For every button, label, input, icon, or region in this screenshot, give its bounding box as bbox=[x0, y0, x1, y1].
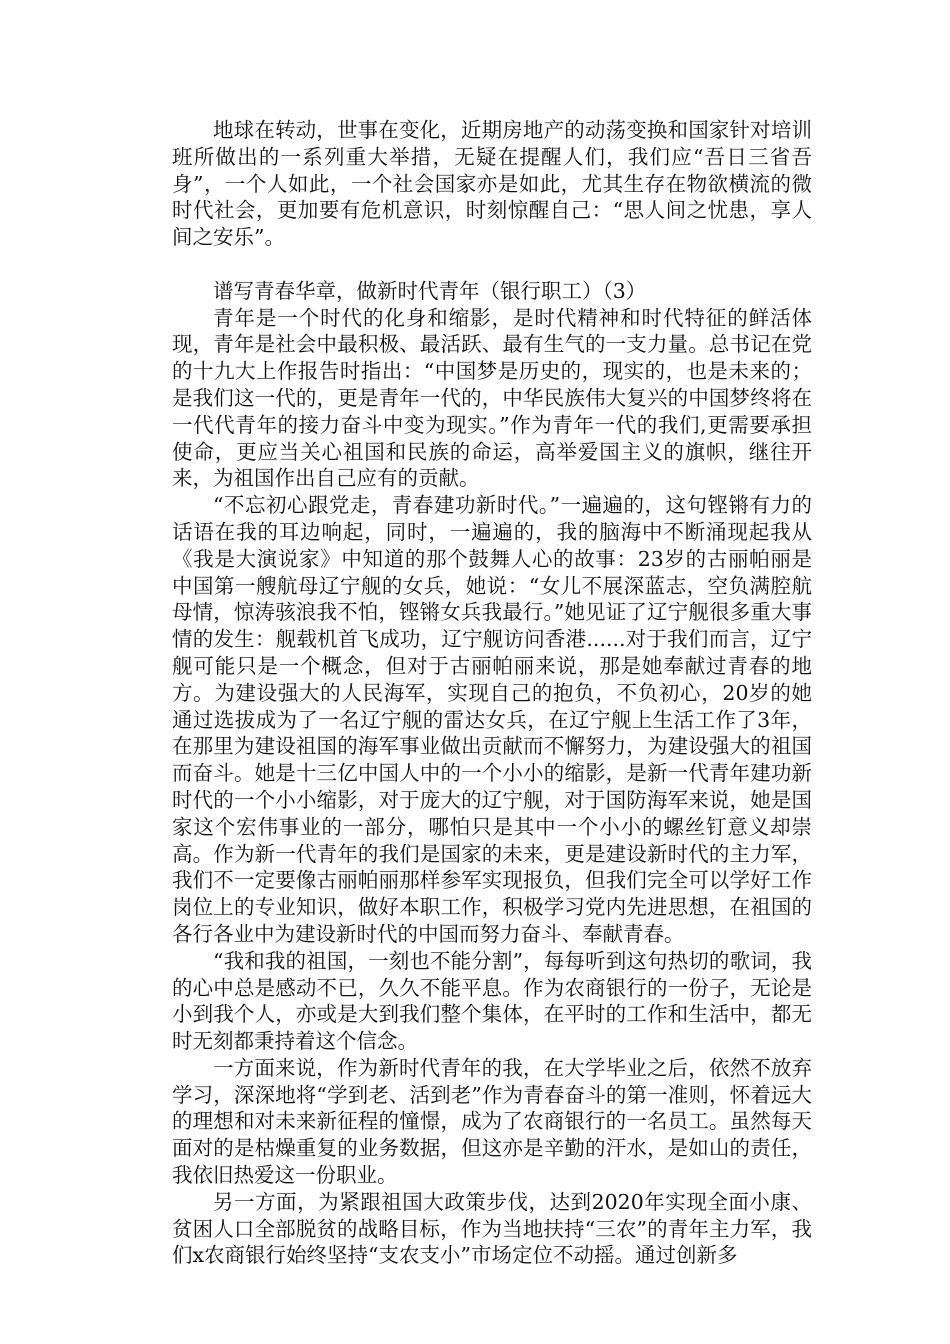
paragraph-liaoning: “不忘初心跟党走，青春建功新时代。”一遍遍的，这句铿锵有力的话语在我的耳边响起，同时，一遍遍的，我的脑海中不断涌现起我从《我是大演说家》中知道的那个鼓舞人心的故事：23岁的古丽帕丽是中国第一艘航母辽宁舰的女兵，她说：“女儿不展深蓝志，空负满腔航母情，惊涛骇浪我不怕，铿锵女兵我最行。”她见证了辽宁舰很多重大事情的发生：舰载机首飞成功，辽宁舰访问香港......对于我们而言，辽宁舰可能只是一个概念，但对于古丽帕丽来说，那是她奉献过青春的地方。为建设强大的人民海军，实现自己的抱负，不负初心，20岁的她通过选拔成为了一名辽宁舰的雷达女兵，在辽宁舰上生活工作了3年，在那里为建设祖国的海军事业做出贡献而不懈努力，为建设强大的祖国而奋斗。她是十三亿中国人中的一个小小的缩影，是新一代青年建功新时代的一个小小缩影，对于庞大的辽宁舰，对于国防海军来说，她是国家这个宏伟事业的一部分，哪怕只是其中一个小小的螺丝钉意义却崇高。作为新一代青年的我们是国家的未来，更是建设新时代的主力军，我们不一定要像古丽帕丽那样参军实现报负，但我们完全可以学好工作岗位上的专业知识，做好本职工作，积极学习党内先进思想，在祖国的各行各业中为建设新时代的中国而努力奋斗、奉献青春。 bbox=[172, 493, 812, 946]
document-body bbox=[172, 117, 812, 1269]
paragraph-motherland: “我和我的祖国，一刻也不能分割”，每每听到这句热切的歌词，我的心中总是感动不已，久久不能平息。作为农商银行的一份子，无论是小到我个人，亦或是大到我们整个集体，在平时的工作和生活中，都无时无刻都秉持着这个信念。 bbox=[172, 948, 812, 1054]
section-title: 谱写青春华章，做新时代青年（银行职工）（3） bbox=[213, 278, 647, 303]
paragraph-youth: 青年是一个时代的化身和缩影，是时代精神和时代特征的鲜活体现，青年是社会中最积极、最活跃、最有生气的一支力量。总书记在党的十九大上作报告时指出：“中国梦是历史的，现实的，也是未来的；是我们这一代的，更是青年一代的，中华民族伟大复兴的中国梦终将在一代代青年的接力奋斗中变为现实。”作为青年一代的我们,更需要承担使命，更应当关心祖国和民族的命运，高举爱国主义的旗帜，继往开来，为祖国作出自己应有的贡献。 bbox=[172, 305, 812, 491]
paragraph-intro: 地球在转动，世事在变化，近期房地产的动荡变换和国家针对培训班所做出的一系列重大举措，无疑在提醒人们，我们应“吾日三省吾身”，一个人如此，一个社会国家亦是如此，尤其生存在物欲横流的微时代社会，更加要有危机意识，时刻惊醒自己：“思人间之忧患，享人间之安乐”。 bbox=[172, 118, 812, 250]
paragraph-spacer bbox=[172, 251, 812, 278]
paragraph-rural-support: 另一方面，为紧跟祖国大政策步伐，达到2020年实现全面小康、贫困人口全部脱贫的战略目标，作为当地扶持“三农”的青年主力军，我们x农商银行始终坚持“支农支小”市场定位不动摇。通过创新多 bbox=[172, 1189, 812, 1268]
paragraph-study: 一方面来说，作为新时代青年的我，在大学毕业之后，依然不放弃学习，深深地将“学到老、活到老”作为青春奋斗的第一准则，怀着远大的理想和对未来新征程的憧憬，成为了农商银行的一名员工。虽然每天面对的是枯燥重复的业务数据，但这亦是辛勤的汗水，是如山的责任，我依旧热爱这一份职业。 bbox=[172, 1055, 812, 1188]
